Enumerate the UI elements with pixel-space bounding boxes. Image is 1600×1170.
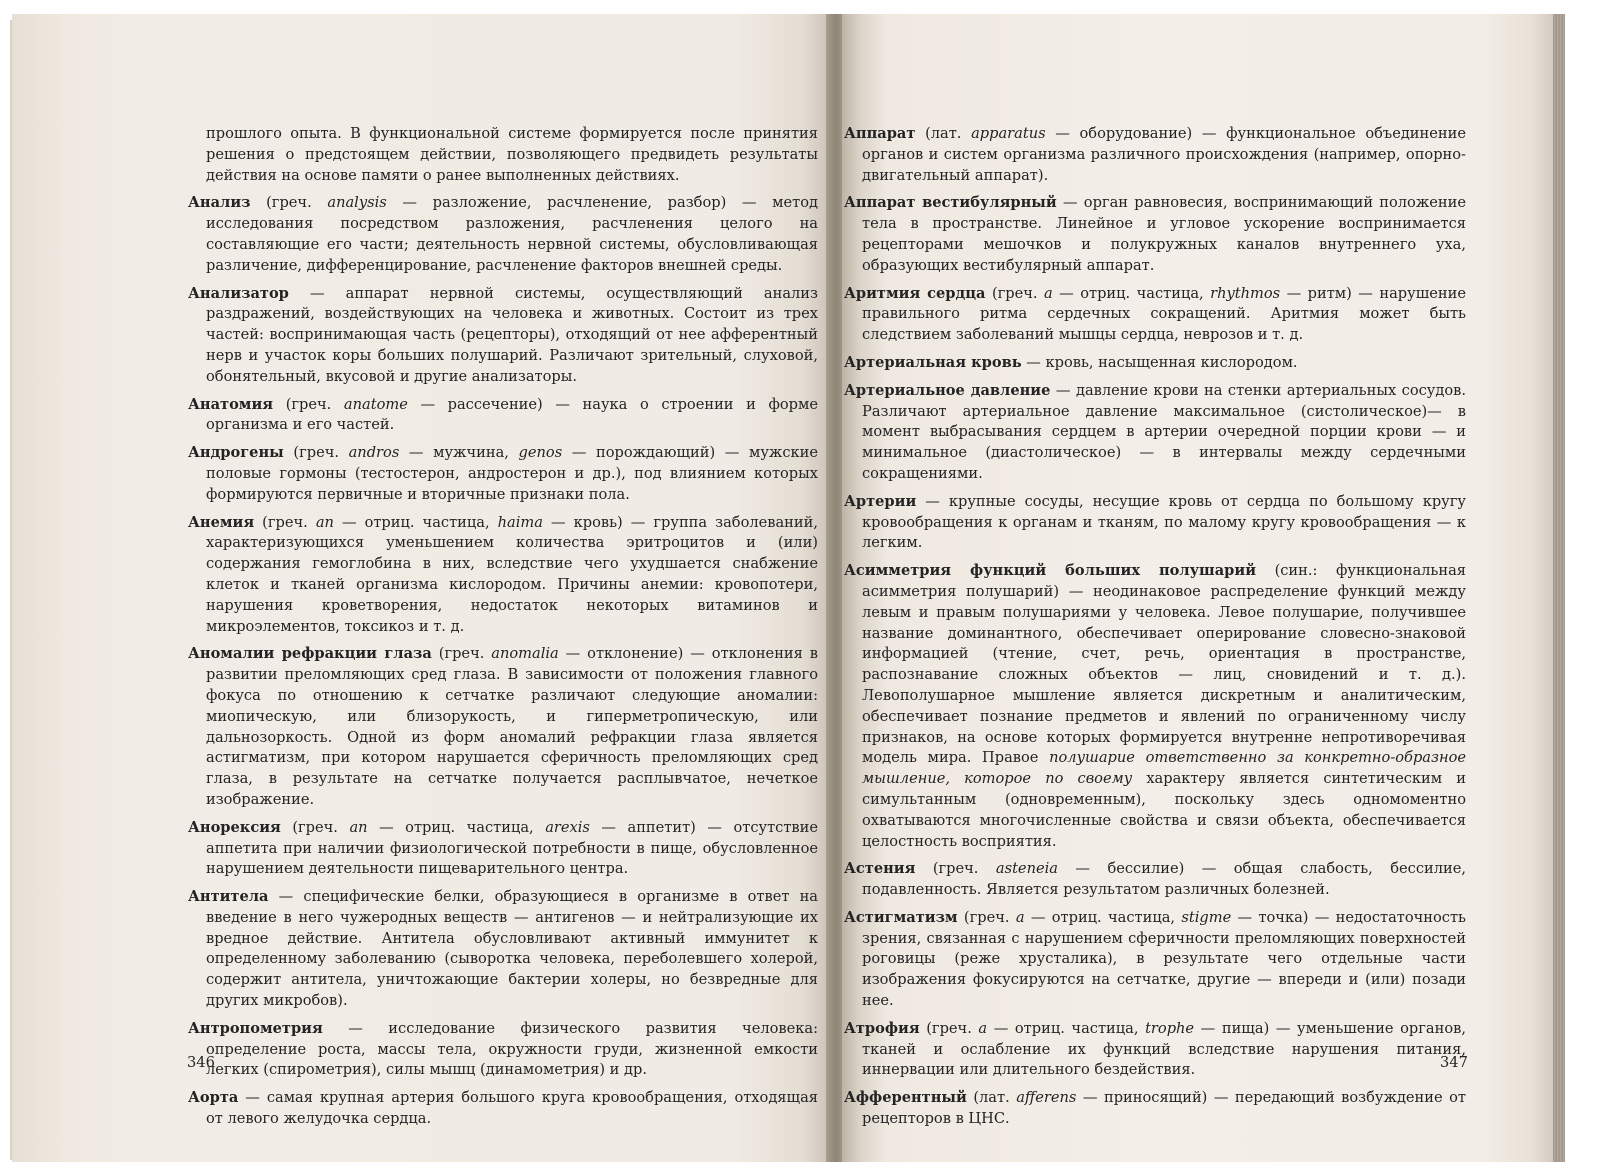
entry-text: — крупные сосуды, несущие кровь от сердца по большому кругу кровообращения к органам и тканям, по малому кругу кровообращения — к легким. <box>862 492 1466 552</box>
entry-text: — аппарат нервной системы, осуществляющий анализ раздражений, воздействующих на человека и животных. Состоит из трех частей: воспринимающая часть (рецепторы), отходящий от нее афферентный нерв и участок коры больших полушарий. Различают зрительный, слуховой, обонятельный, вкусовой и другие анализаторы. <box>206 284 818 385</box>
entry-italic: a <box>978 1019 988 1037</box>
entry-text: (греч. <box>957 908 1016 926</box>
left-page <box>12 14 842 1162</box>
right-entries <box>844 124 1466 1130</box>
glossary-entry <box>188 513 818 638</box>
entry-text: (греч. <box>273 395 344 413</box>
entry-text: — отриц. частица, <box>367 818 546 836</box>
entry-term: Аритмия сердца <box>844 284 986 302</box>
glossary-entry <box>188 818 818 880</box>
entry-text: характеру является синтетическим и симультанным (одновременным), поскольку здесь одномоментно охватываются многочисленные свойства и связи объекта, обеспечивается целостность восприятия. <box>862 770 1466 850</box>
entry-text: (греч. <box>280 818 350 836</box>
entry-text: (греч. <box>915 860 996 878</box>
entry-italic: haima <box>497 513 543 531</box>
entry-term: Анализатор <box>188 284 289 302</box>
glossary-entry <box>188 395 818 437</box>
entry-term: Аппарат вестибулярный <box>844 194 1057 212</box>
right-page <box>842 14 1562 1162</box>
glossary-entry <box>844 284 1466 346</box>
entry-term: Анемия <box>188 513 255 531</box>
glossary-entry <box>844 1088 1466 1130</box>
entry-text: — порождающий) — мужские половые гормоны (тестостерон, андростерон и др.), под влиянием которых формируются первичные и вторичные признаки пола. <box>206 444 818 503</box>
entry-italic: anatome <box>343 395 408 413</box>
continuation-paragraph: прошлого опыта. В функциональной системе формируется после принятия решения о предстоящем действии, позволяющего предвидеть результаты действия на основе памяти о ранее выполненных действиях. <box>206 125 818 184</box>
entry-text: — аппетит) — отсутствие аппетита при наличии физиологической потребности в пище, обусловленное нарушением деятельности пищеварительного центра. <box>206 818 818 878</box>
glossary-entry <box>844 492 1466 554</box>
right-page-text <box>844 124 1466 1137</box>
entry-italic: trophe <box>1145 1019 1195 1037</box>
entry-text: (лат. <box>915 125 972 142</box>
entry-text: — кровь) — группа заболеваний, характеризующихся уменьшением количества эритроцитов и (или) содержания гемоглобина в них, вследствие чего ухудшается снабжение клеток и тканей организма кислородом. Причины анемии: кровопотери, нарушения кроветворения, недостаток некоторых витаминов и микроэлементов, токсикоз и т. д. <box>206 513 818 635</box>
entry-term: Астигматизм <box>844 908 958 926</box>
entry-text: (греч. <box>919 1019 979 1037</box>
entry-italic: an <box>349 818 368 836</box>
entry-text: — кровь, насыщенная кислородом. <box>1021 353 1298 371</box>
entry-text: (греч. <box>985 284 1045 302</box>
glossary-entry <box>188 644 818 810</box>
entry-text: — отриц. частица, <box>333 513 498 531</box>
entry-italic: stigme <box>1181 908 1232 926</box>
entry-italic: arexis <box>545 818 590 836</box>
entry-text: — отриц. частица, <box>1024 908 1182 926</box>
glossary-entry <box>844 561 1466 852</box>
entry-italic: andros <box>348 444 400 462</box>
glossary-entry <box>844 124 1466 186</box>
glossary-entry <box>844 859 1466 901</box>
entry-italic: a <box>1044 284 1053 302</box>
entry-text: — исследование физического развития человека: определение роста, массы тела, окружности груди, жизненной емкости легких (спирометрия), силы мышц (динамометрия) и др. <box>206 1019 818 1079</box>
entry-term: Астения <box>844 860 916 878</box>
entry-text: (греч. <box>254 513 316 531</box>
entry-term: Аорта <box>188 1089 239 1107</box>
glossary-entry <box>188 284 818 388</box>
entry-text: — приносящий) — передающий возбуждение от рецепторов в ЦНС. <box>862 1089 1466 1128</box>
entry-text: — отклонение) — отклонения в развитии преломляющих сред глаза. В зависимости от положения главного фокуса по отношению к сетчатке различают следующие аномалии: миопическую, или близорукость, и гиперметропическую, или дальнозоркость. Одной из форм аномалий рефракции глаза является астигматизм, при котором нарушается сферичность преломляющих сред глаза, в результате на сетчатке получается расплывчатое, нечеткое изображение. <box>206 645 818 808</box>
entry-text: (лат. <box>966 1089 1017 1107</box>
entry-text: — специфические белки, образующиеся в организме в ответ на введение в него чужеродных веществ — антигенов — и нейтрализующие их вредное действие. Антитела обусловливают активный иммунитет к определенному заболеванию (сыворотка человека, переболевшего холерой, содержит антитела, уничтожающие бактерии холеры, но безвредные для других микробов). <box>206 888 818 1010</box>
entry-italic: asteneia <box>995 860 1058 878</box>
page-number-right: 347 <box>1440 1054 1468 1071</box>
entry-text: — бессилие) — общая слабость, бессилие, подавленность. Является результатом различных болезней. <box>862 860 1466 899</box>
glossary-entry <box>188 1088 818 1130</box>
entry-term: Афферентный <box>844 1089 967 1107</box>
book-edge-right <box>1553 14 1565 1162</box>
glossary-entry <box>188 193 818 276</box>
entry-italic: apparatus <box>971 125 1046 142</box>
entry-text: (греч. <box>283 444 349 462</box>
entry-text: — оборудование) — функциональное объединение органов и систем организма различного происхождения (например, опорно-двигательный аппарат). <box>862 125 1466 184</box>
entry-italic: полушарие ответственно за конкретно-образное мышление, которое по своему <box>862 749 1466 788</box>
left-entries <box>188 193 818 1129</box>
entry-term: Андрогены <box>188 444 284 462</box>
entry-term: Антитела <box>188 888 269 906</box>
entry-italic: rhythmos <box>1210 284 1281 302</box>
entry-term: Аппарат <box>844 125 916 142</box>
entry-text: — рассечение) — наука о строении и форме организма и его частей. <box>206 395 818 434</box>
entry-text: — давление крови на стенки артериальных сосудов. Различают артериальное давление максимальное (систолическое)— в момент выбрасывания сердцем в артерии очередной порции крови — и минимальное (диастолическое) — в интервалы между сердечными сокращениями. <box>862 381 1467 482</box>
entry-term: Антропометрия <box>188 1019 323 1037</box>
entry-italic: anomalia <box>491 645 559 663</box>
glossary-entry <box>844 1019 1466 1081</box>
entry-text: — отриц. частица, <box>1052 284 1211 302</box>
entry-term: Артерии <box>844 492 917 510</box>
entry-term: Атрофия <box>844 1019 920 1037</box>
entry-text: — точка) — недостаточность зрения, связанная с нарушением сферичности преломляющих поверхностей роговицы (реже хрусталика), в результате чего отдельные части изображения фокусируются на сетчатке, другие — впереди и (или) позади нее. <box>862 908 1466 1010</box>
glossary-entry <box>844 353 1466 374</box>
glossary-entry <box>188 443 818 505</box>
entry-italic: an <box>315 513 334 531</box>
entry-term: Артериальная кровь <box>844 353 1022 371</box>
entry-text: — разложение, расчленение, разбор) — метод исследования посредством разложения, расчленения целого на составляющие его части; деятельность нервной системы, обусловливающая различение, дифференцирование, расчленение факторов внешней среды. <box>206 194 818 274</box>
entry-italic: analysis <box>327 194 387 212</box>
entry-term: Анорексия <box>188 818 281 836</box>
entry-text: (греч. <box>250 194 328 212</box>
entry-text: — пища) — уменьшение органов, тканей и ослабление их функций вследствие нарушения питания, иннервации или длительного бездействия. <box>862 1019 1466 1079</box>
entry-text: (греч. <box>431 645 492 663</box>
glossary-entry <box>188 1019 818 1081</box>
entry-text: — отриц. частица, <box>987 1019 1146 1037</box>
entry-text: — мужчина, <box>399 444 519 462</box>
entry-italic: a <box>1015 908 1025 926</box>
glossary-entry <box>844 193 1466 276</box>
entry-italic: afferens <box>1016 1089 1077 1107</box>
entry-text: (син.: функциональная асимметрия полушарий) — неодинаковое распределение функций между левым и правым полушариями у человека. Левое полушарие, получившее название доминантного, обеспечивает оперирование словесно-знаковой информацией (чтение, счет, речь, ориентация в пространстве, распознавание сложных объектов — лиц, сновидений и т. д.). Левополушарное мышление является дискретным и аналитическим, обеспечивает познание предметов и явлений по ограниченному числу признаков, на основе которых формируется внутренне непротиворечивая модель мира. Правое <box>862 562 1466 767</box>
left-page-text <box>188 124 818 1137</box>
entry-term: Аномалии рефракции глаза <box>188 645 432 663</box>
entry-text: — ритм) — нарушение правильного ритма сердечных сокращений. Аритмия может быть следствием заболеваний мышцы сердца, неврозов и т. д. <box>862 284 1466 344</box>
entry-term: Артериальное давление <box>844 381 1051 399</box>
glossary-entry <box>188 887 818 1012</box>
entry-italic: genos <box>518 444 563 462</box>
entry-term: Анатомия <box>188 395 274 413</box>
entry-term: Асимметрия функций больших полушарий <box>844 562 1257 580</box>
entry-text: — орган равновесия, воспринимающий положение тела в пространстве. Линейное и угловое ускорение воспринимается рецепторами мешочков и полукружных каналов внутреннего уха, образующих вестибулярный аппарат. <box>862 194 1466 274</box>
entry-text: — самая крупная артерия большого круга кровообращения, отходящая от левого желудочка сердца. <box>206 1089 818 1128</box>
glossary-entry <box>844 381 1466 485</box>
page-number-left: 346 <box>187 1054 215 1071</box>
glossary-entry <box>844 908 1466 1012</box>
entry-term: Анализ <box>188 194 251 212</box>
